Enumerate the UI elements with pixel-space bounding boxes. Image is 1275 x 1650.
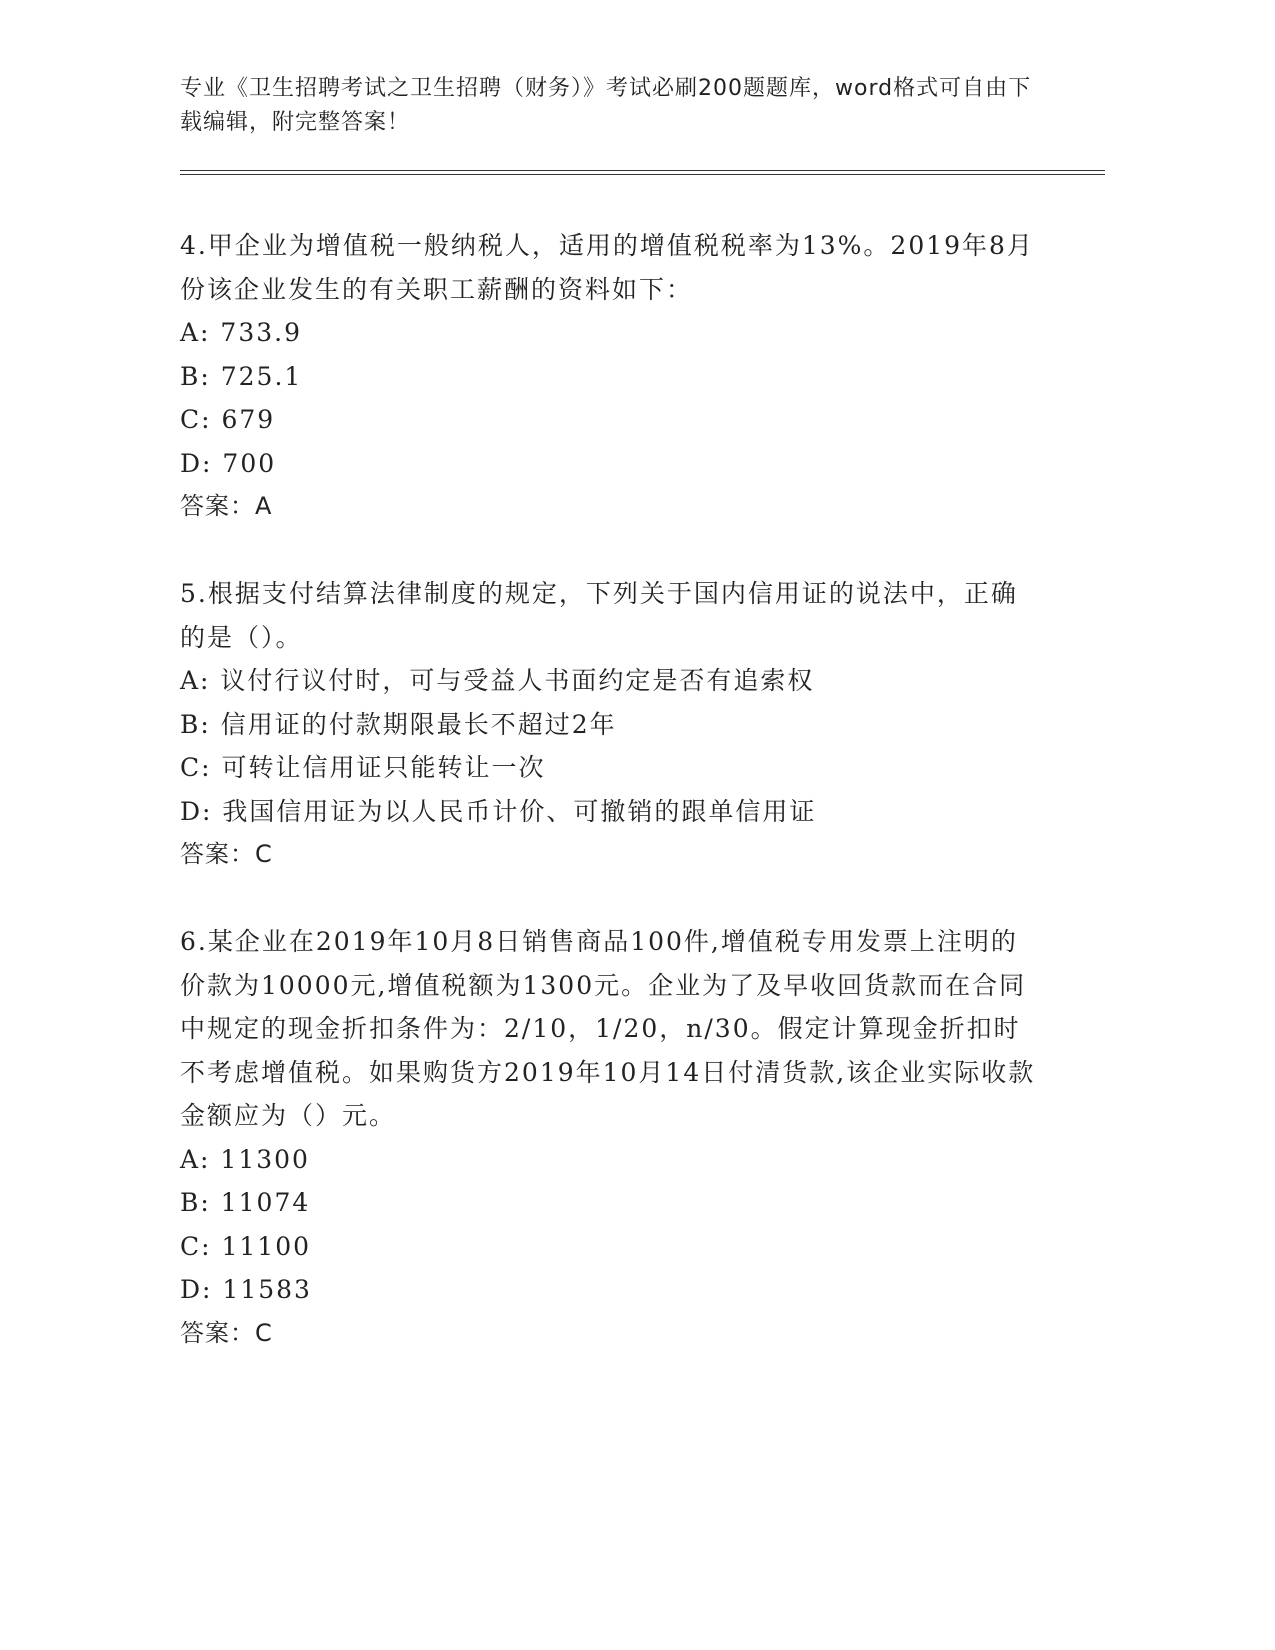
option-d: D: 我国信用证为以人民币计价、可撤销的跟单信用证 [180,796,817,826]
option-b: B: 11074 [180,1188,311,1217]
answer-line: 答案：C [180,840,273,868]
option-a: A: 11300 [180,1144,310,1174]
document-header: 专业《卫生招聘考试之卫生招聘（财务）》考试必刷200题题库，word格式可自由下载编辑，附完整答案！ [180,76,1032,135]
header-divider-top [180,170,1105,171]
option-a: A: 议付行议付时，可与受益人书面约定是否有追索权 [180,666,815,695]
option-c: C: 679 [180,405,276,434]
option-c: C: 可转让信用证只能转让一次 [180,753,546,782]
question-stem: 6.某企业在2019年10月8日销售商品100件,增值税专用发票上注明的价款为10000元,增值税额为1300元。企业为了及早收回货款而在合同中规定的现金折扣条件为：2/10，1/20，n/30。假定计算现金折扣时不考虑增值税。如果购货方2019年10月14日付清货款,该企业实际收款金额应为（）元。 [180,927,1036,1130]
header-divider-bottom [180,174,1105,175]
option-d: D: 700 [180,448,277,478]
question-4 [180,224,1040,529]
option-b: B: 725.1 [180,361,303,391]
answer-line: 答案：A [180,492,273,520]
option-c: C: 11100 [180,1231,312,1261]
question-5 [180,572,1040,877]
answer-line: 答案：C [180,1318,273,1347]
question-stem: 5.根据支付结算法律制度的规定，下列关于国内信用证的说法中，正确的是（）。 [180,579,1018,652]
option-a: A: 733.9 [180,318,302,347]
question-stem: 4.甲企业为增值税一般纳税人，适用的增值税税率为13%。2019年8月份该企业发生的有关职工薪酬的资料如下： [180,231,1034,304]
option-b: B: 信用证的付款期限最长不超过2年 [180,709,617,739]
question-6 [180,920,1040,1355]
option-d: D: 11583 [180,1275,312,1304]
